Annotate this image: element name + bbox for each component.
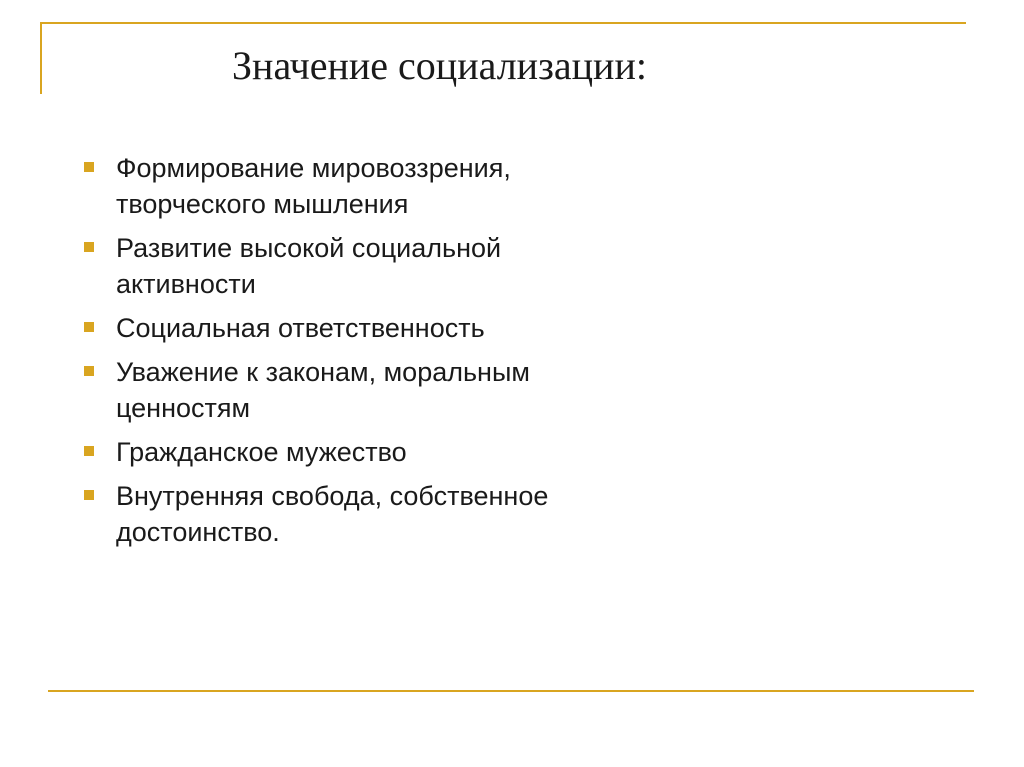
list-item-text: активности bbox=[116, 269, 256, 299]
list-item bbox=[82, 230, 722, 302]
list-item bbox=[82, 310, 722, 346]
list-item bbox=[82, 478, 722, 550]
square-bullet-icon bbox=[84, 162, 94, 172]
list-item-text: Формирование мировоззрения, bbox=[116, 153, 511, 183]
bottom-decorative-rule bbox=[48, 690, 974, 692]
list-item-text: Развитие высокой социальной bbox=[116, 233, 502, 263]
slide-title: Значение социализации: bbox=[232, 43, 647, 88]
square-bullet-icon bbox=[84, 242, 94, 252]
list-item-text: ценностям bbox=[116, 393, 251, 423]
square-bullet-icon bbox=[84, 322, 94, 332]
top-decorative-rule bbox=[40, 22, 966, 24]
list-item-text: достоинство. bbox=[116, 517, 280, 547]
list-item-text: Уважение к законам, моральным bbox=[116, 357, 530, 387]
list-item bbox=[82, 434, 722, 470]
bullet-list bbox=[82, 150, 722, 558]
list-item-text: Внутренняя свобода, собственное bbox=[116, 481, 549, 511]
square-bullet-icon bbox=[84, 366, 94, 376]
square-bullet-icon bbox=[84, 490, 94, 500]
list-item bbox=[82, 354, 722, 426]
list-item-text: Гражданское мужество bbox=[116, 437, 407, 467]
left-decorative-rule bbox=[40, 22, 42, 94]
list-item-text: Социальная ответственность bbox=[116, 313, 485, 343]
list-item bbox=[82, 150, 722, 222]
list-item-text: творческого мышления bbox=[116, 189, 409, 219]
square-bullet-icon bbox=[84, 446, 94, 456]
